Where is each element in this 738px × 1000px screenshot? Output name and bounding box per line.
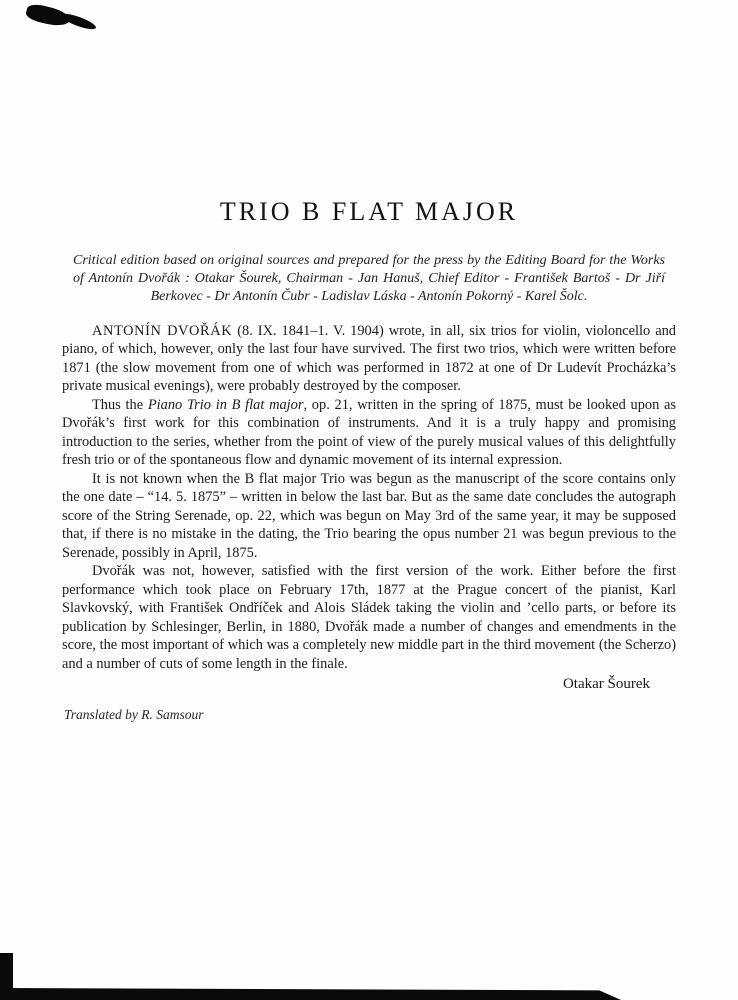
body-text (62, 322, 676, 674)
body-paragraph (62, 470, 676, 563)
author-signature: Otakar Šourek (562, 676, 650, 693)
page-title: TRIO B FLAT MAJOR (219, 197, 519, 226)
text-segment: ANTONÍN DVOŘÁK (92, 322, 233, 339)
text-segment: It is not known when the B flat major Trio was begun as the manuscript of the score contains only the one date – “14. 5. 1875” – written in below the last bar. But as the same date concludes the autograph score of the String Serenade, op. 22, which was begun on May 3rd of the same year, it may be supposed that, if there is no mistake in the dating, the Trio bearing the opus number 21 was begun previous to the Serenade, possibly in April, 1875. (62, 470, 676, 561)
text-segment: (8. IX. 1841–1. V. 1904) wrote, in all, six trios for violin, violoncello and piano, of which, however, only the last four have survived. The first two trios, which were written before 1871 (the slow movement from one of which was performed in 1872 at one of Dr Ludevít Procházka’s private musical evenings), were probably destroyed by the composer. (62, 322, 676, 395)
text-segment: Dvořák was not, however, satisfied with the first version of the work. Either before the first performance which took place on February 17th, 1877 at the Prague concert of the pianist, Karl Slavkovský, with František Ondříček and Alois Sládek taking the violin and ’cello parts, or before its publication by Schlesinger, Berlin, in 1880, Dvořák made a number of changes and emendments in the score, the most important of which was a completely new middle part in the third movement (the Scherzo) and a number of cuts of some length in the finale. (62, 563, 676, 672)
scan-artifact-bottom-edge (0, 988, 621, 1000)
text-segment: Piano Trio in B flat major (147, 396, 304, 413)
text-segment: Thus the (92, 396, 148, 413)
translator-note: Translated by R. Samsour (64, 707, 204, 723)
editorial-credits: Critical edition based on original sources and prepared for the press by the Editing Board for the Works of Antonín Dvořák : Otakar Šourek, Chairman - Jan Hanuš, Chief Editor - František Bartoš - Dr Jiří Berkovec - Dr Antonín Čubr - Ladislav Láska - Antonín Pokorný - Karel Šolc. (73, 253, 665, 305)
text-segment: , op. 21, written in the spring of 1875, must be looked upon as Dvořák’s first work for this combination of instruments. And it is a truly happy and promising introduction to the series, whether from the point of view of the purely musical values of this delightfully fresh trio or of the spontaneous flow and dynamic movement of its internal expression. (62, 396, 677, 469)
body-paragraph (62, 322, 676, 396)
body-paragraph (62, 562, 676, 673)
body-paragraph (62, 396, 676, 470)
